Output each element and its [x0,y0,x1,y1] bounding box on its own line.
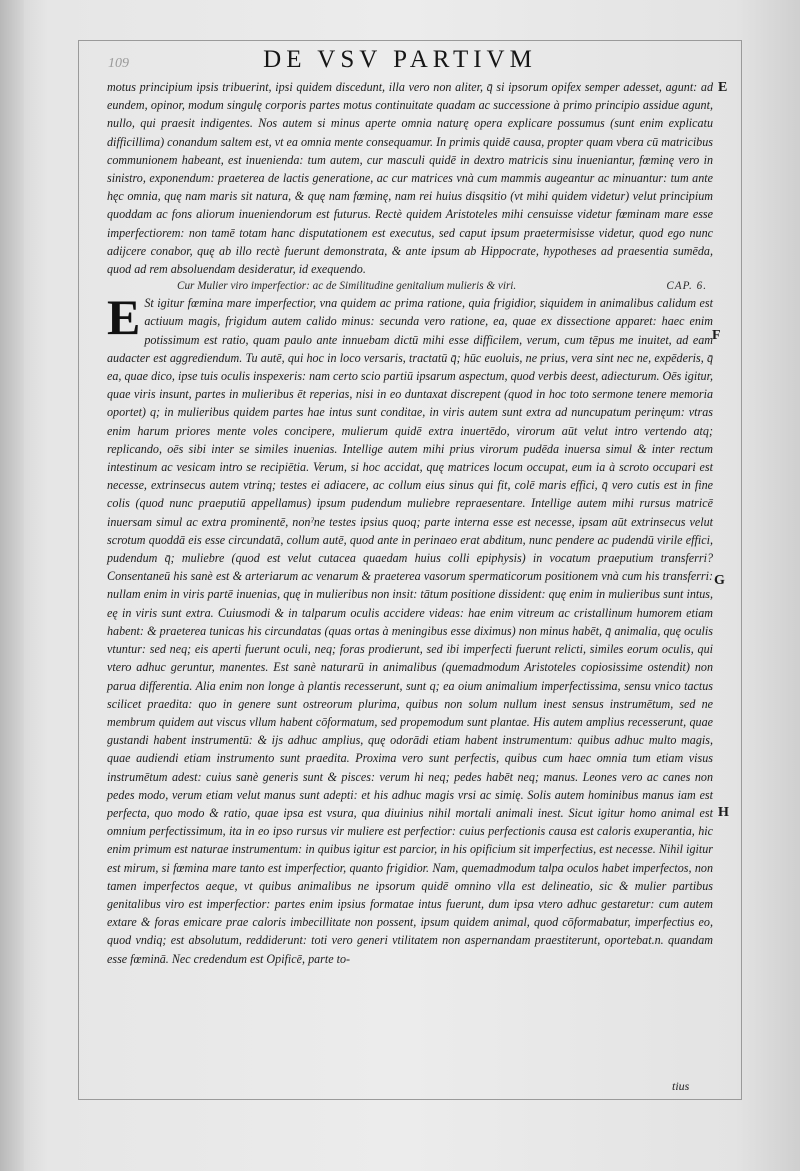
margin-letter-g: G [714,573,725,588]
main-text [107,78,713,968]
paragraph-1: motus principium ipsis tribuerint, ipsi quidem discedunt, illa vero non aliter, q̄ si ipsorum opifex semper adesset, agunt: ad eundem, opinor, modum singulę corporis partes motus continuitate quadam ac successione à primo principio assidue agunt, nullo, qui praesit indigentes. Nos autem si minus aperte omnia naturę opera explicare possumus (sunt enim explicatu difficillima) conandum saltem est, vt ea omnia mente consequamur. In primis quidē causa, propter quam vbera cū matricibus communionem habeant, est inuenienda: tum autem, cur masculi quidē in dextro matricis sinu inueniantur, fœminę vero in sinistro, exponendum: praeterea de lactis generatione, ac cur matrices vnà cum mammis augeantur ac minuantur: tum ante hęc omnia, quę nam maris sit natura, & quę nam fœminę, nam rei huius disqsitio (vt mihi quidem videtur) velut principium quoddam ac fons aliorum inueniendorum est futurus. Rectè quidem Aristoteles mihi censuisse videtur fœminam mare esse imperfectiorem: non tamē totam hanc disputationem est executus, sed caput ipsum praetermisisse videtur, quod ego nunc adijcere conabor, quę ab illo rectè fuerunt demonstrata, & ante ipsum ab Hippocrate, hypotheses ad praesentia sumēda, quod ad rem absoluendam desideratur, id exequendo. [107,80,713,277]
paragraph-2-text: St igitur fœmina mare imperfectior, vna quidem ac prima ratione, quia frigidior, siquidem in animalibus calidum est actiuum magis, frigidum autem calido minus: secunda vero ratione, ea, quae ex dissectione apparet: haec enim potissimum est ratio, quam paulo ante innuebam dictū mihi esse difficilem, verum, cum tēpus me inuitet, ad eam audacter est aggrediendum. Tu autē, qui hoc in loco versaris, tractatū q̄; hūc euoluis, ne prius, vera sint nec ne, expēderis, q̄ ea, quae dico, ipse tuis oculis inspexeris: nam certo scio partiū ipsarum aspectum, quod verbis deest, adiecturum. Oēs igitur, quae viris insunt, partes in mulieribus ēt reperias, nisi in eo duntaxat discrepent (quod in hoc toto sermone tenere memoria oportet) q; in mulieribus quidem partes hae intus sunt conditae, in viris autem sunt extra ad nuncupatum perinęum: vtras enim harum priores mente voles concipere, mulierum quidē extra inuertēdo, virorum aūt velut intro vertendo atq; replicando, oēs sibi inter se similes inuenias. Intellige autem mihi prius virorum pudēda inuersa simul & inter rectum intestinum ac vesicam intro se recipiētia. Verum, si hoc accidat, quę matrices locum occupat, eum ia à scroto occupari est necesse, extrinsecus autem vtrinq; testes ei adiacere, ac collum eius sinus qui fit, colē maris effici, q̄ vero cutis est in fine colis (quod nunc praeputiū appellamus) ipsum pudendum muliebre repraesentare. Intellige autem mihi rursus matricē inuersam simul ac extra prominentē, nonˀne testes ipsius quoq; parte interna esse est necesse, ipsam aūt extrinsecus velut scrotum quoddā eis esse circundatā, collum autē, quod ante in perinaeo erat abditum, nunc pendere ac pudendū virile effici, pudendum q̄; muliebre (quod est velut cutacea quaedam huius colli epiphysis) in vocatum praeputium transferri? Consentaneū his sanè est & arteriarum ac venarum & praeterea vasorum spermaticorum positionem vnà cum his transferri: nullam enim in viris partē inuenias, quę in mulieribus non insit: tātum positione dissident: quę enim in mulieribus sunt intus, eę in viris sunt extra. Cuiusmodi & in talparum oculis accidere videas: hae enim vitreum ac cristallinum humorem etiam habent: & praeterea tunicas his circundatas (quas ortas à meningibus esse diximus) non minus habēt, q̄ animalia, quę oculis vtuntur: sed neq; eis aperti fuerunt oculi, neq; foras prodierunt, sed ibi imperfecti fuerunt relicti, similes eorum oculis, qui vtero adhuc geruntur, manentes. Est sanè naturarū in animalibus (quemadmodum Aristoteles copiosissime ostendit) non parua differentia. Alia enim non longe à plantis recesserunt, sunt q; ea oium animalium imperfectissima, sensu vnico tactus scilicet praedita: quo in genere sunt ostreorum plurima, quibus non solum nullum inest sensus instrumētum, sed ne membrum quidem aut viscus vllum habent cōformatum, sed propemodum sunt plantae. His autem amplius recesserunt, quae gustandi habent instrumentū: & ijs adhuc amplius, quę odorādi etiam habent instrumentum: quibus adhuc multo magis, quae audiendi etiam instrumento sunt praedita. Proxima vero sunt perfectis, quibus cum haec omnia tum etiam visus instrumētum adest: cuius sanè generis sunt & pisces: verum hi neq; pedes habēt neq; manus. Leones vero ac canes non pedes modo, verum etiam velut manus sunt adepti: et his adhuc magis vrsi ac simię. Solis autem hominibus manus iam est perfecta, quo modo & ratio, quae ipsa est vsura, qua diuinius nihil mortali animali inest. Sicut igitur homo animal est omnium perfectissimum, ita in eo ipso rursus vir muliere est perfectior: cuius perfectionis causa est caloris exuperantia, hic enim primum est naturae instrumentum: in quibus igitur est parcior, in his opificium sit imperfectius, est necesse. Nihil igitur est mirum, si fœmina mare tanto est imperfectior, quanto frigidior. Nam, quemadmodum talpa oculos habet imperfectos, non tamen imperfectos aeque, vt quibus animalibus ne ipsorum quidē omnino vlla est delineatio, sic & mulier partibus genitalibus viro est imperfectior: partes enim ipsius formatae intus fuerunt, dum ipsa vtero adhuc gestaretur: cum autem extare & foras emicare prae caloris imbecillitate non possent, ipsum quidem animal, quod cōformabatur, imperfectius eo, quod vndiq; est absolutum, reddiderunt: toti vero generi vtilitatem non aspernandam praestiterunt, oportebat.n. quandam esse fœminā. Nec credendum est Opificē, parte to- [107,296,713,966]
margin-letter-f: F [712,328,721,343]
chapter-number: CAP. 6. [666,280,707,293]
binding-shadow [0,0,24,1171]
page-number: 109 [108,56,129,71]
margin-letter-e: E [718,80,728,95]
drop-cap-initial: E [107,289,141,346]
catchword: tius [672,1079,690,1093]
running-title: DE VSV PARTIVM [263,46,537,73]
chapter-title: Cur Mulier viro imperfectior: ac de Similitudine genitalium mulieris & viri. [177,280,517,293]
margin-letter-h: H [718,805,729,820]
chapter-heading [107,278,713,294]
paragraph-2 [107,289,713,968]
